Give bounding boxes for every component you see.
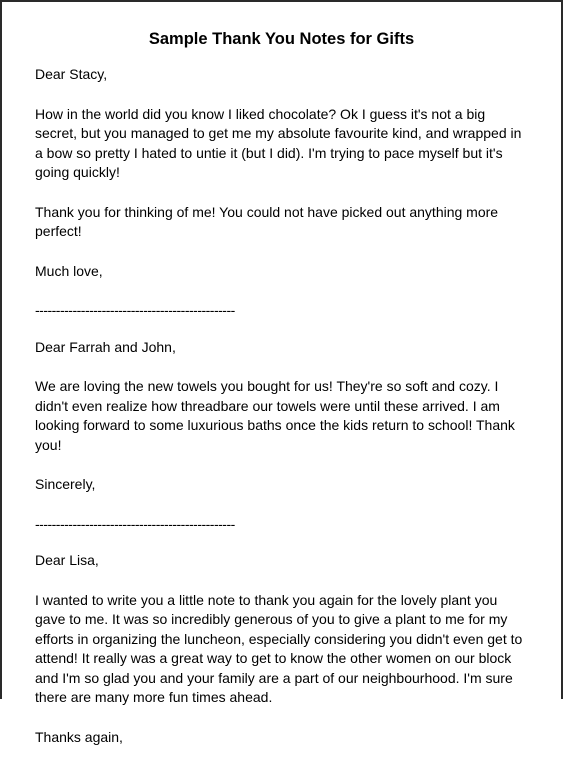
note-3-paragraph-1: I wanted to write you a little note to thank you again for the lovely plant you gave to me. It was so incredibly generous of you to give a plant to me for my efforts in organizing the luncheon, especially considering you didn't even get to attend! It really was a great way to get to know the other women on our block and I'm so glad you and your family are a part of our neighbourhood. I'm sure there are many more fun times ahead. (35, 591, 523, 705)
note-separator-2: ------------------------------------------------ (35, 515, 235, 532)
note-3-closing: Thanks again, (35, 728, 123, 745)
note-2-closing: Sincerely, (35, 476, 96, 492)
document-body (35, 65, 531, 767)
note-2-salutation: Dear Farrah and John, (35, 338, 176, 355)
note-1-paragraph-2: Thank you for thinking of me! You could not have picked out anything more perfect! (35, 203, 499, 239)
document-title: Sample Thank You Notes for Gifts (148, 30, 415, 48)
note-3-salutation: Dear Lisa, (35, 552, 99, 568)
note-separator-1: ------------------------------------------------ (35, 302, 235, 318)
note-1-closing: Much love, (35, 262, 103, 279)
note-1-paragraph-1: How in the world did you know I liked chocolate? Ok I guess it's not a big secret, but you managed to get me my absolute favourite kind, and wrapped in a bow so pretty I hated to untie it (but I did). I'm trying to pace myself but it's going quickly! (35, 105, 522, 180)
note-2-paragraph-1: We are loving the new towels you bought for us! They're so soft and cozy. I didn't even realize how threadbare our towels were until these arrived. I am looking forward to some luxurious baths once the kids return to school! Thank you! (35, 378, 515, 453)
note-1-salutation: Dear Stacy, (35, 66, 108, 82)
